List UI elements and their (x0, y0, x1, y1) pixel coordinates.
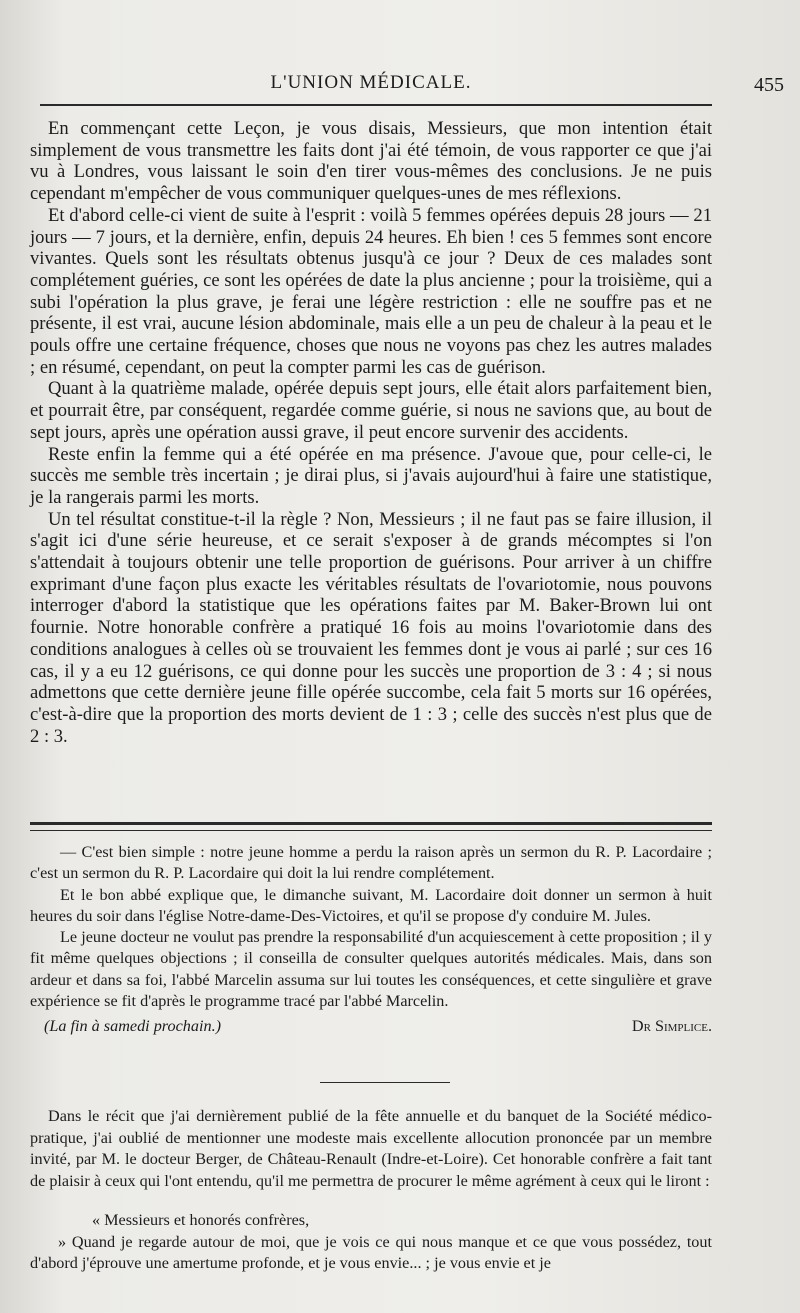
paragraph: Et d'abord celle-ci vient de suite à l'esprit : voilà 5 femmes opérées depuis 28 jours — 21 jours — 7 jours, et la dernière, enfin, depuis 24 heures. Eh bien ! ces 5 femmes sont encore vivantes. Quels sont les résultats obtenus jusqu'à ce jour ? Deux de ces malades sont complétement guéries, ce sont les opérées de date la plus ancienne ; pour la troisième, qui a subi l'opération la plus grave, je ferai une légère restriction : elle ne souffre pas et ne présente, il est vrai, aucune lésion abdominale, mais elle a un peu de chaleur à la peau et le pouls offre une certaine fréquence, choses que nous ne voyons pas chez les autres malades ; en résumé, cependant, on peut la compter parmi les cas de guérison. (30, 204, 712, 378)
continuation-note: (La fin à samedi prochain.) (44, 1017, 222, 1036)
paragraph: Et le bon abbé explique que, le dimanche suivant, M. Lacordaire doit donner un sermon à huit heures du soir dans l'église Notre-dame-Des-Victoires, et qu'il se propose d'y conduire M. Jules. (30, 885, 712, 925)
paragraph: Reste enfin la femme qui a été opérée en ma présence. J'avoue que, pour celle-ci, le succès me semble très incertain ; je dirai plus, si j'avais aujourd'hui à faire une statistique, je la rangerais parmi les morts. (30, 443, 712, 508)
running-title: L'UNION MÉDICALE. (270, 72, 472, 93)
paragraph: Quant à la quatrième malade, opérée depuis sept jours, elle était alors parfaitement bien, et pourrait être, par conséquent, regardée comme guérie, si nous ne savions que, au bout de sept jours, après une opération aussi grave, il peut encore survenir des accidents. (30, 378, 712, 443)
paragraph: Le jeune docteur ne voulut pas prendre la responsabilité d'un acquiescement à cette proposition ; il y fit même quelques objections ; il conseilla de consulter quelques autorités médicales. Mais, dans son ardeur et dans sa foi, l'abbé Marcelin assuma sur lui toutes les conséquences, et cette singulière et grave expérience se fit d'après le programme tracé par l'abbé Marcelin. (30, 928, 712, 1011)
note-section (30, 1106, 712, 1275)
section-divider (30, 822, 712, 831)
feuilleton-section (30, 842, 712, 1038)
page-header (30, 72, 784, 96)
short-divider (320, 1082, 450, 1083)
paragraph: En commençant cette Leçon, je vous disais, Messieurs, que mon intention était simplement de vous transmettre les faits dont j'ai été témoin, de vous rapporter ce que j'ai vu à Londres, vous laissant le soin d'en tirer vous-mêmes des conclusions. Je ne puis cependant m'empêcher de vous communiquer quelques-unes de mes réflexions. (30, 118, 712, 205)
lecture-text (30, 118, 712, 747)
paragraph: Dans le récit que j'ai dernièrement publié de la fête annuelle et du banquet de la Société médico-pratique, j'ai oublié de mentionner une modeste mais excellente allocution prononcée par un membre invité, par M. le docteur Berger, de Château-Renault (Indre-et-Loire). Cet honorable confrère a fait tant de plaisir à ceux qui l'ont entendu, qu'il me permettra de procurer le même agrément à ceux qui le liront : (30, 1107, 712, 1190)
author-signature: Dr Simplice. (631, 1017, 712, 1036)
quote-body: » Quand je regarde autour de moi, que je vois ce qui nous manque et ce que vous possédez, tout d'abord j'éprouve une amertume profonde, et je vous envie... ; je vous envie et je (30, 1232, 712, 1272)
signature-line (30, 1016, 712, 1037)
paragraph: Un tel résultat constitue-t-il la règle ? Non, Messieurs ; il ne faut pas se faire illusion, il s'agit ici d'une série heureuse, et ce serait s'exposer à de grands mécomptes si l'on s'attendait à toujours obtenir une telle proportion de guérisons. Pour arriver à un chiffre exprimant d'une façon plus exacte les véritables résultats de l'ovariotomie, nous pouvons interroger d'abord la statistique que les opérations faites par M. Baker-Brown lui ont fournie. Notre honorable confrère a pratiqué 16 fois au moins l'ovariotomie dans des conditions analogues à celles où se trouvaient les femmes dont je vous ai parlé ; sur ces 16 cas, il y a eu 12 guérisons, ce qui donne pour les succès une proportion de 3 : 4 ; si nous admettons que cette dernière jeune fille opérée succombe, cela fait 5 morts sur 16 opérées, c'est-à-dire que la proportion des morts devient de 1 : 3 ; celle des succès n'est plus que de 2 : 3. (30, 508, 712, 747)
paragraph: — C'est bien simple : notre jeune homme a perdu la raison après un sermon du R. P. Lacordaire ; c'est un sermon du R. P. Lacordaire qui doit la lui rendre complétement. (30, 843, 712, 883)
header-rule (40, 104, 712, 106)
quote-opening: « Messieurs et honorés confrères, (92, 1211, 310, 1229)
page-number: 455 (754, 74, 784, 96)
